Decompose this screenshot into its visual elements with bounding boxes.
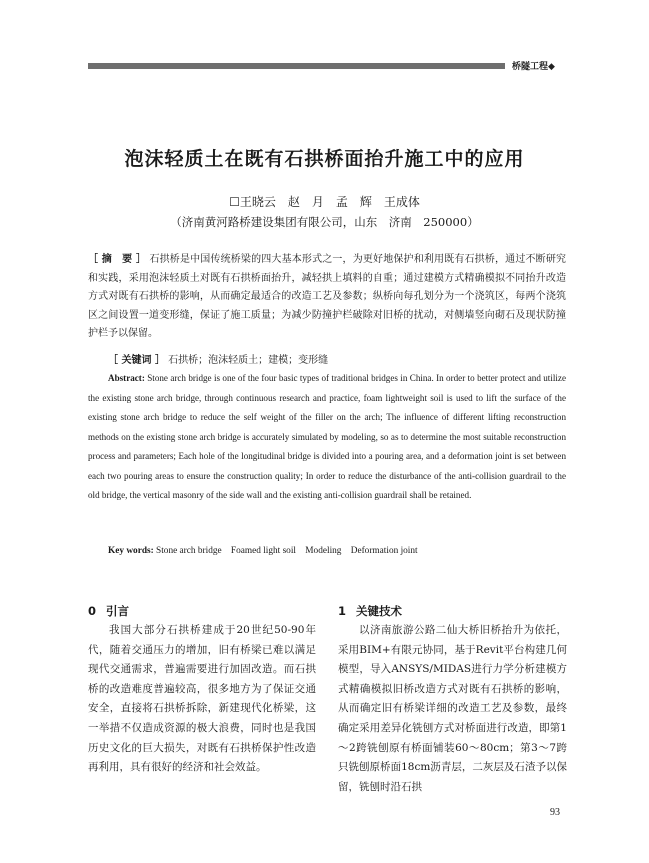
section-heading-key-technology <box>338 603 402 619</box>
section-body-key-technology: 以济南旅游公路二仙大桥旧桥抬升为依托，采用BIM+有限元协同，基于Revit平台构建几何模型，导入ANSYS/MIDAS进行力学分析建模方式精确模拟旧桥改造方式对既有石拱桥的影响，从而确定旧有桥梁详细的改造工艺及参数，最终确定采用差异化铣刨方式对桥面进行改造，即第1～2跨铣刨原有桥面铺装60～80cm；第3～7跨只铣刨原桥面18cm沥青层，二灰层及石渣予以保留，铣刨时沿石拱 <box>338 624 567 793</box>
abstract-chinese-text: 石拱桥是中国传统桥梁的四大基本形式之一，为更好地保护和利用既有石拱桥，通过不断研究和实践，采用泡沫轻质土对既有石拱桥面抬升，减轻拱上填料的自重；通过建模方式精确模拟不同抬升改造方式对既有石拱桥的影响，从而确定最适合的改造工艺及参数；纵桥向每孔划分为一个浇筑区，每两个浇筑区之间设置一道变形缝，保证了施工质量；为减少防撞护栏破除对旧桥的扰动，对侧墙竖向砌石及现状防撞护栏予以保留。 <box>88 254 566 339</box>
page-number: 93 <box>550 807 560 818</box>
abstract-english <box>88 369 566 506</box>
abstract-chinese <box>88 251 566 344</box>
keywords-chinese-label: ［ 关键词 ］ <box>108 355 165 366</box>
section-number: 0 <box>88 604 97 618</box>
abstract-english-label: Abstract: <box>108 373 145 383</box>
author-list: ☐王晓云 赵 月 孟 辉 王成体 <box>229 195 420 209</box>
abstract-chinese-label: ［ 摘 要 ］ <box>88 254 147 265</box>
section-heading-text: 引言 <box>106 604 130 618</box>
keywords-english-text: Stone arch bridge Foamed light soil Modeling Deformation joint <box>156 546 418 556</box>
section-body-introduction: 我国大部分石拱桥建成于20世纪50-90年代，随着交通压力的增加，旧有桥梁已难以满足现代交通需求，普遍需要进行加固改造。而石拱桥的改造难度普遍较高，很多地方为了保证交通安全，直接将石拱桥拆除，新建现代化桥梁，这一举措不仅造成资源的极大浪费，同时也是我国历史文化的巨大损失，对既有石拱桥保护性改造再利用，具有很好的经济和社会效益。 <box>88 624 316 774</box>
keywords-english-label: Key words: <box>108 546 154 556</box>
header-rule <box>88 63 505 69</box>
section-heading-text: 关键技术 <box>356 604 403 618</box>
keywords-chinese-text: 石拱桥；泡沫轻质土；建模；变形缝 <box>168 355 329 366</box>
section-heading-introduction <box>88 603 129 619</box>
section-number: 1 <box>338 604 347 618</box>
keywords-chinese <box>108 351 568 366</box>
affiliation: （济南黄河路桥建设集团有限公司，山东 济南 250000） <box>170 215 479 229</box>
section-tag: 桥隧工程◆ <box>512 62 555 72</box>
article-title: 泡沫轻质土在既有石拱桥面抬升施工中的应用 <box>124 148 525 170</box>
abstract-english-text: Stone arch bridge is one of the four basic types of traditional bridges in China. In order to better protect and utilize the existing stone arch bridge, through continuous research and practice, foam lightweight soil is used to lift the surface of the existing stone arch bridge to reduce the self weight of the filler on the arch; The influence of different lifting reconstruction methods on the existing stone arch bridge is accurately simulated by modeling, so as to determine the most suitable reconstruction process and parameters; Each hole of the longitudinal bridge is divided into a pouring area, and a deformation joint is set between each two pouring areas to ensure the construction quality; In order to reduce the disturbance of the anti-collision guardrail to the old bridge, the vertical masonry of the side wall and the existing anti-collision guardrail shall be retained. <box>88 373 566 500</box>
keywords-english <box>108 542 568 556</box>
